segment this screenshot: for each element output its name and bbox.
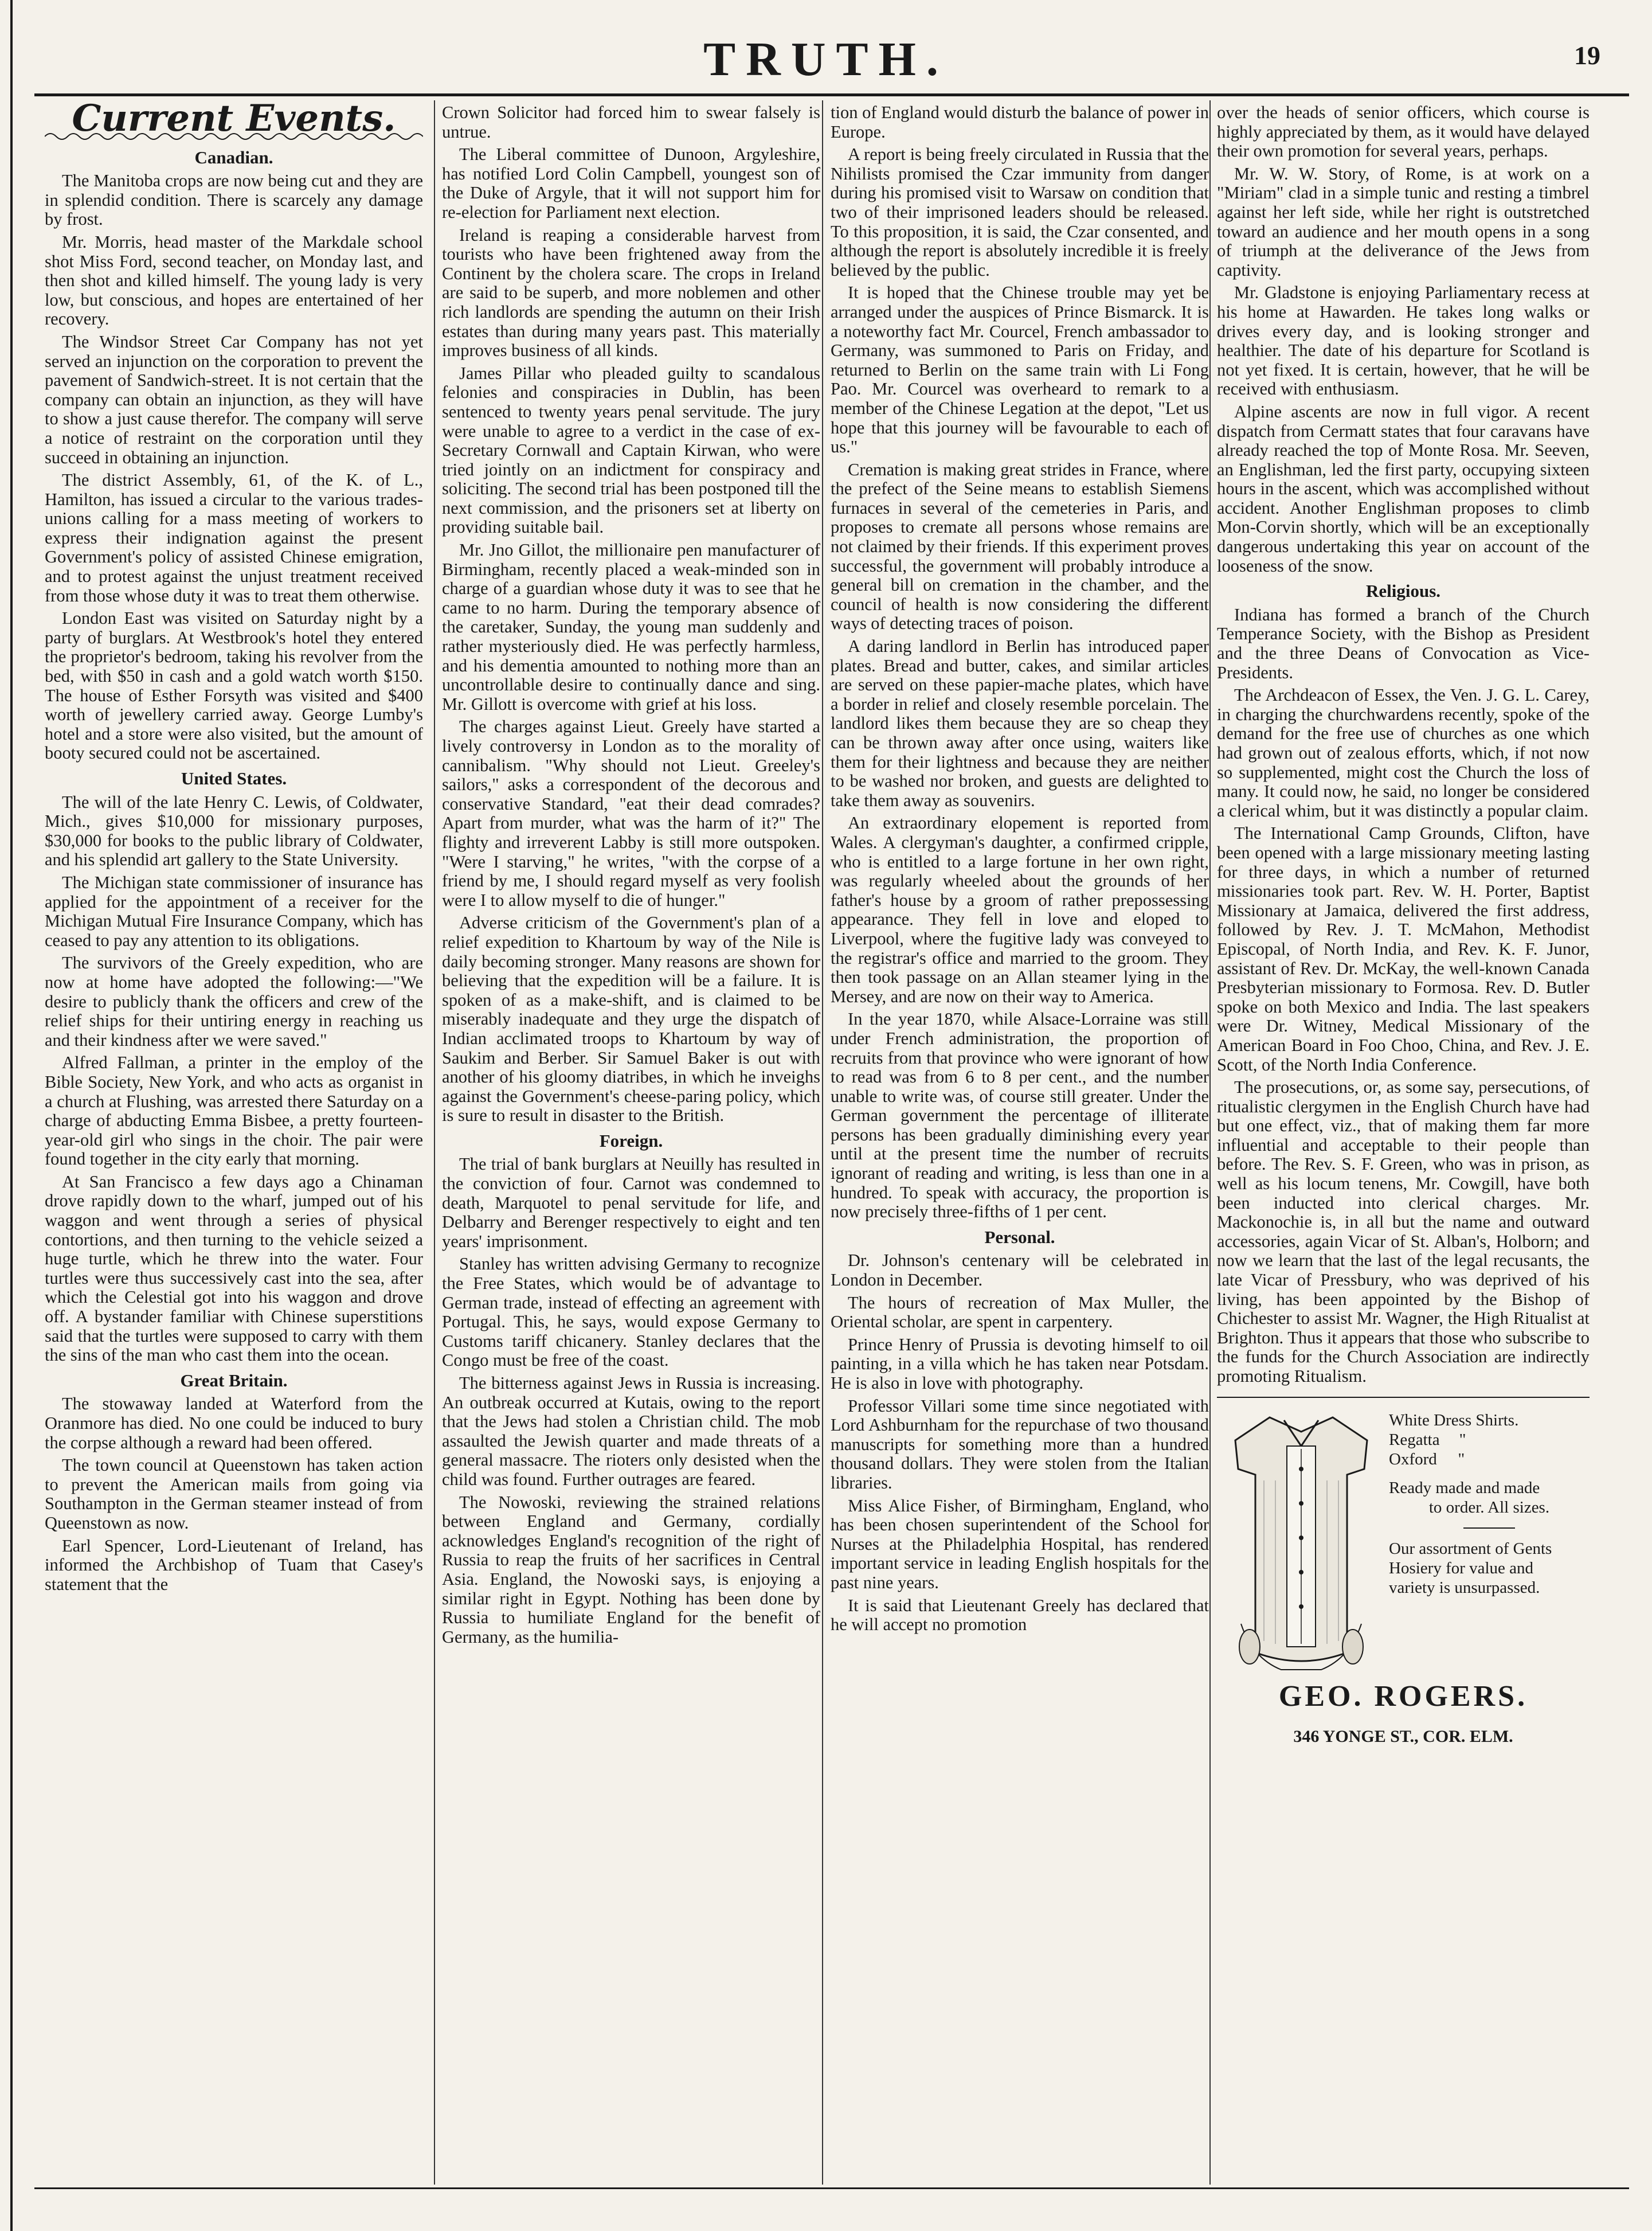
article-paragraph: The Archdeacon of Essex, the Ven. J. G. L. Carey, in charging the churchwardens recently, spoke of the demand for the free use of churches as one which had grown out of zealous efforts, which, if not now so supplemented, might cost the Church the loss of many. It could now, he said, no longer be considered a clerical whim, but it was distinctly a popular claim. xyxy=(1217,685,1590,820)
article-paragraph: Professor Villari some time since negotiated with Lord Ashburnham for the repurchase of two thousand manuscripts for something more than a hundred thousand dollars. They were stolen from the Italian libraries. xyxy=(831,1396,1209,1492)
masthead: TRUTH. xyxy=(703,33,949,86)
article-paragraph: Earl Spencer, Lord-Lieutenant of Ireland, has informed the Archbishop of Tuam that Casey's statement that the xyxy=(45,1535,423,1594)
header-rule xyxy=(34,93,1629,96)
article-paragraph: Alpine ascents are now in full vigor. A recent dispatch from Cermatt states that four caravans have already reached the top of Monte Rosa. Mr. Seeven, an Englishman, led the first party, occupying sixteen hours in the ascent, which was accomplished without accident. Another Englishman proposes to climb Mon-Corvin shortly, which will be an exceptionally dangerous undertaking this year on account of the looseness of the snow. xyxy=(1217,401,1590,576)
article-paragraph: The bitterness against Jews in Russia is increasing. An outbreak occurred at Kutais, owing to the report that the Jews had stolen a Christian child. The mob assaulted the Jewish quarter and made threats of a general massacre. The rioters only desisted when the child was found. Further outrages are feared. xyxy=(442,1373,820,1489)
ad-line: White Dress Shirts. xyxy=(1389,1411,1519,1429)
article-paragraph: Cremation is making great strides in France, where the prefect of the Seine means to establish Siemens furnaces in several of the cemeteries in Paris, and proposes to cremate all persons whose remains are not claimed by their friends. If this experiment proves successful, the government will probably introduce a general bill on cremation in the chamber, and the council of health is now considering the different ways of detecting traces of poison. xyxy=(831,459,1209,634)
article-paragraph: Indiana has formed a branch of the Church Temperance Society, with the Bishop as President and the three Deans of Convocation as Vice-Presidents. xyxy=(1217,604,1590,682)
article-paragraph: The prosecutions, or, as some say, persecutions, of ritualistic clergymen in the English Church have had but one effect, viz., that of making them far more influential and acceptable to their people than before. The Rev. S. F. Green, who was in prison, as well as his locum tenens, Mr. Cowgill, have both been inducted into clerical charges. Mr. Mackonochie is, in all but the name and outward accessories, again Vicar of St. Alban's, Holborn; and now we learn that the last of the legal recusants, the late Vicar of Pressbury, who was deprived of his living, has been appointed by the Bishop of Chichester to assist Mr. Wagner, the High Ritualist at Brighton. Thus it appears that those who subscribe to the funds for the Church Association are indirectly promoting Ritualism. xyxy=(1217,1077,1590,1386)
article-paragraph: The Liberal committee of Dunoon, Argyleshire, has notified Lord Colin Campbell, youngest son of the Duke of Argyle, that it will not support him for re-election for Parliament next election. xyxy=(442,144,820,222)
advertisement-text xyxy=(1389,1411,1590,1597)
article-paragraph: An extraordinary elopement is reported from Wales. A clergyman's daughter, a confirmed cripple, who is entitled to a large fortune in her own right, was regularly wheeled about the grounds of her father's house by a groom of rather prepossessing appearance. They fell in love and eloped to Liverpool, where the fugitive lady was conveyed to the registrar's office and married to the groom. They then took passage on an Allan steamer lying in the Mersey, and are now on their way to America. xyxy=(831,813,1209,1006)
article-paragraph: A report is being freely circulated in Russia that the Nihilists promised the Czar immunity from danger during his promised visit to Warsaw on condition that two of their imprisoned leaders should be released. To this proposition, it is said, the Czar consented, and although the report is absolutely incredible it is freely believed by the public. xyxy=(831,144,1209,280)
section-heading-great-britain: Great Britain. xyxy=(180,1370,288,1390)
section-title: Current Events. xyxy=(72,103,396,140)
section-heading-united-states: United States. xyxy=(181,768,287,788)
ad-line: Oxford " xyxy=(1389,1449,1465,1468)
article-paragraph: Mr. Morris, head master of the Markdale school shot Miss Ford, second teacher, on Monday last, and then shot and killed himself. The young lady is very low, but conscious, and hopes are entertained of her recovery. xyxy=(45,232,423,329)
article-paragraph: The Windsor Street Car Company has not yet served an injunction on the corporation to prevent the pavement of Sandwich-street. It is not certain that the company can obtain an injunction, as they will have to show a just cause therefor. The company will serve a notice of restraint on the corporation until they succeed in obtaining an injunction. xyxy=(45,331,423,467)
section-heading-foreign: Foreign. xyxy=(599,1130,663,1151)
section-heading-canadian: Canadian. xyxy=(194,147,273,167)
article-paragraph: The town council at Queenstown has taken action to prevent the American mails from going via Southampton in the German steamer instead of from Queenstown as now. xyxy=(45,1455,423,1533)
page-header xyxy=(0,0,1652,103)
ad-brand: GEO. ROGERS. xyxy=(1278,1679,1528,1713)
ad-line: variety is unsurpassed. xyxy=(1389,1578,1540,1597)
ad-divider xyxy=(1463,1527,1515,1529)
article-paragraph: The Michigan state commissioner of insurance has applied for the appointment of a receiver for the Michigan Mutual Fire Insurance Company, which has ceased to pay any attention to its obligations. xyxy=(45,872,423,950)
footer-rule xyxy=(34,2187,1629,2189)
ad-line: Our assortment of Gents xyxy=(1389,1539,1552,1558)
article-paragraph: Mr. Jno Gillot, the millionaire pen manufacturer of Birmingham, recently placed a weak-minded son in charge of a guardian whose duty it was to see that he came to no harm. During the temporary absence of the caretaker, Sunday, the young man suddenly and rather mysteriously died. He was perfectly harmless, and his dementia amounted to nothing more than an uncontrollable desire to continually dance and sing. Mr. Gillott is overcome with grief at his loss. xyxy=(442,540,820,714)
article-paragraph: Crown Solicitor had forced him to swear falsely is untrue. xyxy=(442,103,820,142)
advertisement-rule xyxy=(1217,1397,1590,1398)
column-separator xyxy=(822,100,823,2185)
article-paragraph: James Pillar who pleaded guilty to scandalous felonies and conspiracies in Dublin, has been sentenced to twenty years penal servitude. The jury were unable to agree to a verdict in the case of ex-Secretary Cornwall and Captain Kirwan, who were tried jointly on an indictment for conspiracy and soliciting. The second trial has been postponed till the next commission, and the prisoners set at liberty on providing suitable bail. xyxy=(442,363,820,537)
article-paragraph: Mr. W. W. Story, of Rome, is at work on a "Miriam" clad in a simple tunic and resting a timbrel against her left side, while her right is outstretched toward an audience and her mouth opens in a song of triumph at the deliverance of the Jews from captivity. xyxy=(1217,163,1590,280)
page-edge-rule xyxy=(10,0,13,2231)
article-paragraph: In the year 1870, while Alsace-Lorraine was still under French administration, the proportion of recruits from that province who were ignorant of how to read was from 6 to 8 per cent., and the number unable to write was, of course still greater. Under the German government the percentage of illiterate persons has been gradually diminishing every year until at the present time the number of recruits ignorant of reading and writing, is less than one in a hundred. To speak with accuracy, the proportion is now precisely three-fifths of 1 per cent. xyxy=(831,1009,1209,1222)
article-paragraph: It is hoped that the Chinese trouble may yet be arranged under the auspices of Prince Bismarck. It is a noteworthy fact Mr. Courcel, French ambassador to Germany, was summoned to Paris on Friday, and returned to Berlin on the same train with Li Fong Pao. Mr. Courcel was overheard to remark to a member of the Chinese Legation at the depot, "Let us hope that this journey will be favourable to each of us." xyxy=(831,283,1209,457)
article-paragraph: London East was visited on Saturday night by a party of burglars. At Westbrook's hotel they entered the proprietor's bedroom, taking his revolver from the bed, with $50 in cash and a gold watch worth $150. The house of Esther Forsyth was visited and $400 worth of jewellery carried away. George Lumby's hotel and a store were also visited, but the amount of booty secured could not be ascertained. xyxy=(45,608,423,763)
article-paragraph: It is said that Lieutenant Greely has declared that he will accept no promotion xyxy=(831,1595,1209,1635)
article-paragraph: The district Assembly, 61, of the K. of L., Hamilton, has issued a circular to the various trades-unions calling for a mass meeting of workers to express their indignation against the present Government's policy of assisted Chinese emigration, and to protest against the unjust treatment received from those whose duty it was to treat them otherwise. xyxy=(45,470,423,605)
ad-line: Regatta " xyxy=(1389,1430,1466,1449)
article-paragraph: The International Camp Grounds, Clifton, have been opened with a large missionary meeting lasting for three days, in which a number of returned missionaries took part. Rev. W. H. Porter, Baptist Missionary at Jamaica, delivered the first address, followed by Rev. J. T. McMahon, Methodist Episcopal, of North India, and Rev. K. F. Junor, assistant of Rev. Dr. McKay, the well-known Canada Presbyterian missionary to Formosa. Rev. D. Butler spoke on both Mexico and India. The last speakers were Dr. Witney, Medical Missionary of the American Board in Foo Choo, China, and Rev. J. E. Scott, of the North India Conference. xyxy=(1217,823,1590,1075)
article-paragraph: Prince Henry of Prussia is devoting himself to oil painting, in a villa which he has taken near Potsdam. He is also in love with photography. xyxy=(831,1334,1209,1393)
article-paragraph: The Manitoba crops are now being cut and they are in splendid condition. There is scarcely any damage by frost. xyxy=(45,171,423,229)
ad-line: Hosiery for value and xyxy=(1389,1558,1534,1577)
column-2 xyxy=(442,103,820,2179)
ad-address: 346 YONGE ST., COR. ELM. xyxy=(1293,1726,1513,1746)
article-paragraph: The stowaway landed at Waterford from the Oranmore has died. No one could be induced to bury the corpse although a reward had been offered. xyxy=(45,1394,423,1452)
article-paragraph: Mr. Gladstone is enjoying Parliamentary recess at his home at Hawarden. He takes long walks or drives every day, and is looking stronger and healthier. The date of his departure for Scotland is not yet fixed. It is certain, however, that he will be received with enthusiasm. xyxy=(1217,283,1590,399)
article-paragraph: At San Francisco a few days ago a Chinaman drove rapidly down to the wharf, jumped out of his waggon and went through a series of physical contortions, and then turning to the vehicle seized a huge turtle, which he threw into the water. Four turtles were thus successively cast into the sea, after which the Celestial got into his waggon and drove off. A bystander familiar with Chinese superstitions said that the turtles were supposed to carry with them the sins of the man who cast them into the ocean. xyxy=(45,1171,423,1365)
column-separator xyxy=(434,100,435,2185)
section-heading-religious: Religious. xyxy=(1365,581,1441,601)
article-paragraph: The hours of recreation of Max Muller, the Oriental scholar, are spent in carpentery. xyxy=(831,1292,1209,1332)
article-paragraph: Miss Alice Fisher, of Birmingham, England, who has been chosen superintendent of the School for Nurses at the Philadelphia Hospital, has rendered important service in leading English hospitals for the past nine years. xyxy=(831,1495,1209,1592)
advertisement xyxy=(1217,1406,1590,1773)
column-3 xyxy=(831,103,1209,2179)
article-paragraph: Adverse criticism of the Government's plan of a relief expedition to Khartoum by way of the Nile is daily becoming stronger. Many reasons are shown for believing that the expedition will be a failure. It is spoken of as a make-shift, and is claimed to be miserably inadequate and they urge the dispatch of Indian acclimated troops to Khartoum by way of Saukim and Berber. Sir Samuel Baker is out with another of his gloomy diatribes, in which he inveighs against the Government's cheese-paring policy, which is sure to result in disaster to the British. xyxy=(442,913,820,1126)
article-paragraph: A daring landlord in Berlin has introduced paper plates. Bread and butter, cakes, and similar articles are served on these papier-mache plates, which have a border in relief and closely resemble porcelain. The landlord likes them because they are so cheap they can be thrown away after once using, waiters like them for their lightness and because they are neither to be washed nor broken, and guests are delighted to take them away as souvenirs. xyxy=(831,636,1209,810)
column-1 xyxy=(45,103,423,2179)
article-paragraph: tion of England would disturb the balance of power in Europe. xyxy=(831,103,1209,142)
shirt-illustration xyxy=(1230,1406,1373,1681)
article-paragraph: over the heads of senior officers, which course is highly appreciated by them, as it would have delayed their own promotion for several years, perhaps. xyxy=(1217,103,1590,161)
article-paragraph: The charges against Lieut. Greely have started a lively controversy in London as to the morality of cannibalism. "Why should not Lieut. Greeley's sailors," asks a correspondent of the decorous and conservative Standard, "eat their dead comrades? Apart from murder, what was the harm of it?" The flighty and irreverent Labby is still more outspoken. "Were I starving," he writes, "with the corpse of a friend by me, I should regard myself as very foolish were I to allow myself to die of hunger." xyxy=(442,717,820,910)
article-paragraph: Alfred Fallman, a printer in the employ of the Bible Society, New York, and who acts as organist in a church at Flushing, was arrested there Saturday on a charge of abducting Emma Bisbee, a pretty fourteen-year-old girl who sings in the choir. The pair were found together in the city early that morning. xyxy=(45,1053,423,1169)
article-paragraph: The will of the late Henry C. Lewis, of Coldwater, Mich., gives $10,000 for missionary purposes, $30,000 for books to the public library of Coldwater, and his splendid art gallery to the State University. xyxy=(45,792,423,870)
article-paragraph: Ireland is reaping a considerable harvest from tourists who have been frightened away from the Continent by the cholera scare. The crops in Ireland are said to be superb, and more noblemen and other rich landlords are spending the autumn on their Irish estates than during many years past. This materially improves business of all kinds. xyxy=(442,225,820,361)
column-separator xyxy=(1209,100,1211,2185)
article-paragraph: The Nowoski, reviewing the strained relations between England and Germany, cordially acknowledges England's recognition of the right of Russia to reap the fruits of her sacrifices in Central Asia. England, the Nowoski says, is enjoying a similar right in Egypt. Nothing has been done by Russia to humiliate England for the benefit of Germany, as the humilia- xyxy=(442,1492,820,1647)
article-paragraph: The survivors of the Greely expedition, who are now at home have adopted the following:—"We desire to publicly thank the officers and crew of the relief ships for their untiring energy in reaching us and their kindness after we were saved." xyxy=(45,953,423,1050)
article-paragraph: Stanley has written advising Germany to recognize the Free States, which would be of advantage to German trade, instead of effecting an agreement with Portugal. This, he says, would expose Germany to Customs tariff chicanery. Stanley declares that the Congo must be free of the coast. xyxy=(442,1254,820,1370)
column-4 xyxy=(1217,103,1590,2179)
page-number: 19 xyxy=(1574,41,1600,70)
article-paragraph: Dr. Johnson's centenary will be celebrated in London in December. xyxy=(831,1251,1209,1290)
section-heading-personal: Personal. xyxy=(984,1226,1055,1247)
ad-line: Ready made and made xyxy=(1389,1478,1540,1497)
ad-line: to order. All sizes. xyxy=(1428,1498,1550,1517)
article-paragraph: The trial of bank burglars at Neuilly has resulted in the conviction of four. Carnot was condemned to death, Marquotel to penal servitude for life, and Delbarry and Berenger respectively to eight and ten years' imprisonment. xyxy=(442,1154,820,1251)
